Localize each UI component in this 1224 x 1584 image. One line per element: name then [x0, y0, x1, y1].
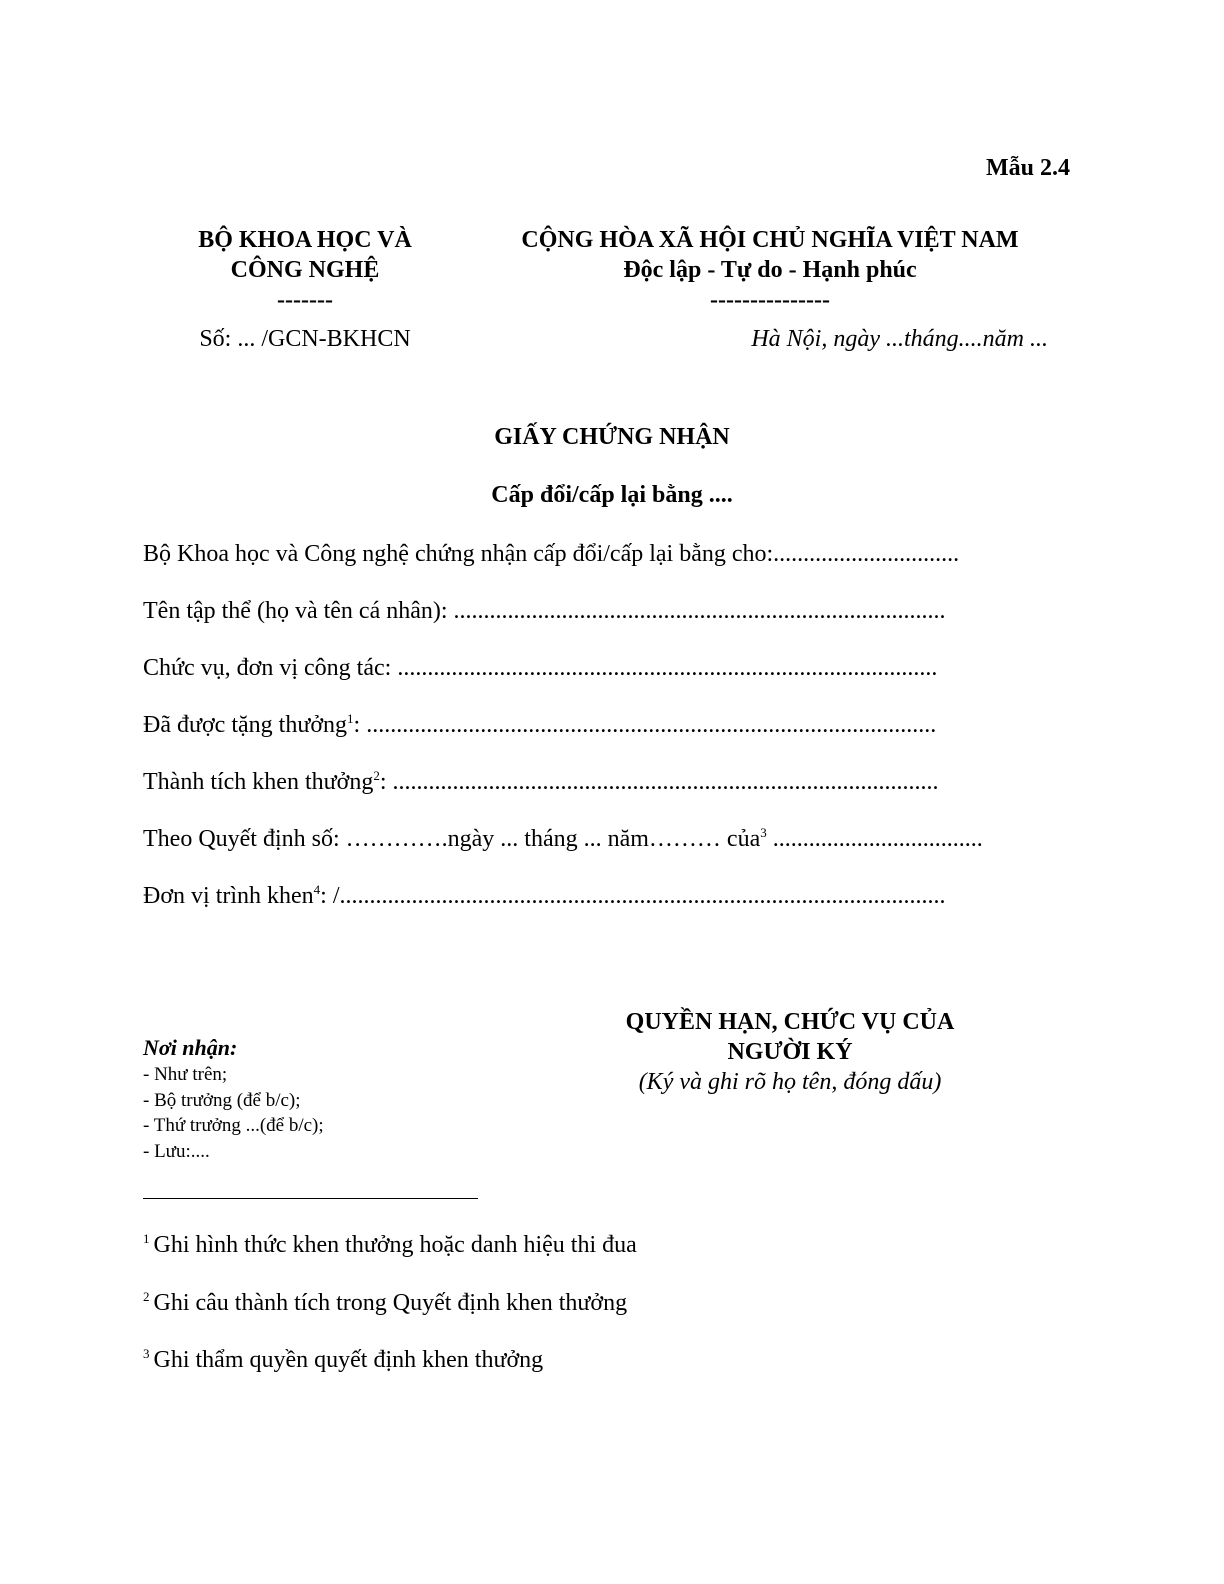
footnote-mark: 1: [143, 1231, 150, 1246]
form-code: Mẫu 2.4: [986, 155, 1070, 181]
recipient-item: - Thứ trưởng ...(để b/c);: [143, 1115, 324, 1136]
footnote-separator: [143, 1198, 478, 1199]
footnote-text: Ghi hình thức khen thưởng hoặc danh hiệu thi đua: [153, 1232, 637, 1258]
awarded-dots: : ...............................................................................................: [353, 712, 937, 738]
signer-role-line2: NGƯỜI KÝ: [727, 1039, 853, 1065]
unit-dots: : /.....................................................................................................: [320, 883, 946, 909]
decision-label: Theo Quyết định số: ………….ngày ... tháng ... năm……… của: [143, 826, 761, 852]
awarded-line: [143, 712, 936, 739]
recipient-item: - Lưu:....: [143, 1140, 210, 1162]
republic-rule: ---------------: [710, 287, 830, 313]
footnote-3: [143, 1347, 543, 1374]
ministry-rule: -------: [277, 287, 333, 313]
recipient-item: - Bộ trưởng (để b/c);: [143, 1089, 301, 1111]
certify-line: Bộ Khoa học và Công nghệ chứng nhận cấp đổi/cấp lại bằng cho:...............................: [143, 541, 960, 567]
recipient-name-line: Tên tập thể (họ và tên cá nhân): ..................................................................................: [143, 598, 946, 624]
place-date: Hà Nội, ngày ...tháng....năm ...: [751, 326, 1048, 352]
footnote-text: Ghi câu thành tích trong Quyết định khen thưởng: [153, 1290, 628, 1316]
signer-block: [560, 1007, 1020, 1097]
document-title: GIẤY CHỨNG NHẬN: [494, 424, 730, 450]
achievement-line: [143, 769, 939, 796]
republic-block: [480, 225, 1060, 315]
recipients-block: [143, 1034, 324, 1164]
ministry-name-line1: BỘ KHOA HỌC VÀ: [198, 227, 412, 253]
footnote-ref-4: 4: [313, 882, 321, 897]
signer-note: (Ký và ghi rõ họ tên, đóng dấu): [638, 1069, 942, 1095]
footnote-ref-1: 1: [347, 711, 354, 726]
footnote-ref-3: 3: [760, 825, 767, 840]
achievement-label: Thành tích khen thưởng: [143, 769, 374, 795]
footnote-mark: 2: [143, 1289, 150, 1304]
republic-name: CỘNG HÒA XÃ HỘI CHỦ NGHĨA VIỆT NAM: [521, 227, 1019, 253]
recipients-heading: Nơi nhận:: [143, 1035, 238, 1060]
signer-role-line1: QUYỀN HẠN, CHỨC VỤ CỦA: [625, 1009, 955, 1035]
achievement-dots: : ...........................................................................................: [379, 769, 939, 795]
decision-line: [143, 826, 983, 853]
republic-motto: Độc lập - Tự do - Hạnh phúc: [623, 257, 917, 283]
decision-dots: ...................................: [766, 826, 983, 852]
footnote-1: [143, 1232, 637, 1259]
footnote-mark: 3: [143, 1346, 150, 1361]
footnote-ref-2: 2: [373, 768, 380, 783]
ministry-block: [130, 225, 480, 315]
document-number: Số: ... /GCN-BKHCN: [199, 326, 411, 352]
unit-label: Đơn vị trình khen: [143, 883, 314, 909]
document-subtitle: Cấp đổi/cấp lại bằng ....: [491, 482, 733, 508]
proposing-unit-line: [143, 883, 946, 910]
recipient-item: - Như trên;: [143, 1064, 228, 1085]
position-line: Chức vụ, đơn vị công tác: ..........................................................................................: [143, 655, 938, 681]
ministry-name-line2: CÔNG NGHỆ: [230, 257, 380, 283]
footnote-text: Ghi thẩm quyền quyết định khen thưởng: [153, 1347, 544, 1373]
footnote-2: [143, 1290, 627, 1317]
awarded-label: Đã được tặng thưởng: [143, 712, 348, 738]
